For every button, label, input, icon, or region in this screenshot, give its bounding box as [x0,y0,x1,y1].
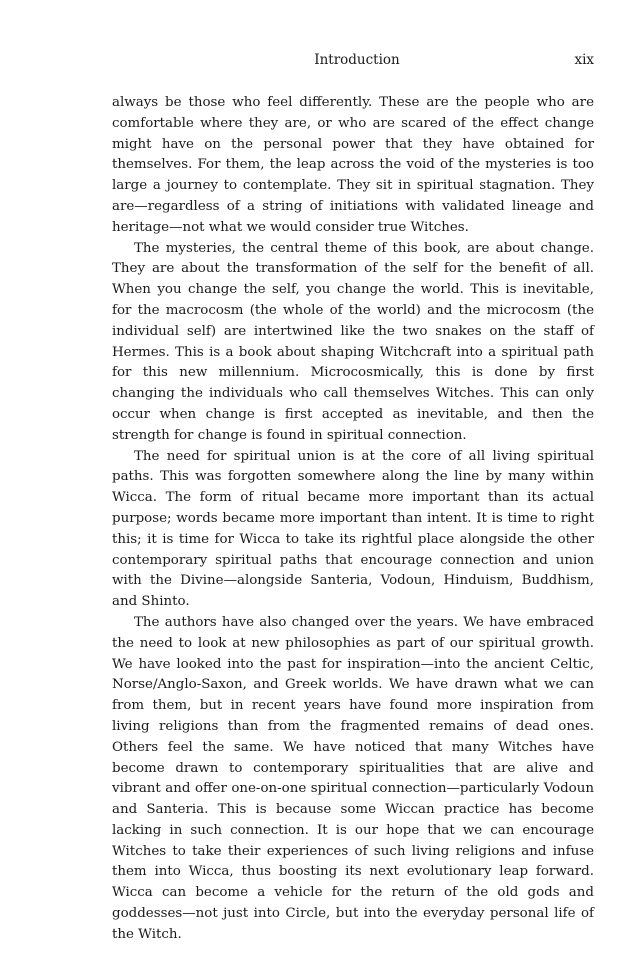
paragraph: The authors have also changed over the years. We have embraced the need to look at new philosophies as part of our spiritual growth. We have looked into the past for inspiration—into the ancient Celtic, Norse/Anglo-Saxon, and Greek worlds. We have drawn what we can from them, but in recent years have found more inspiration from living religions than from the fragmented remains of dead ones. Others feel the same. We have noticed that many Witches have become drawn to contemporary spiritualities that are alive and vibrant and offer one-on-one spiritual connection—particularly Vodoun and Santeria. This is because some Wiccan practice has become lacking in such connection. It is our hope that we can encourage Witches to take their experiences of such living religions and infuse them into Wicca, thus boosting its next evolutionary leap forward. Wicca can become a vehicle for the return of the old gods and goddesses—not just into Circle, but into the everyday personal life of the Witch. [112,614,594,942]
page-number: xix [574,52,594,68]
body-text [112,93,594,946]
running-head [112,52,594,72]
paragraph: The mysteries, the central theme of this book, are about change. They are about the transformation of the self for the benefit of all. When you change the self, you change the world. This is inevitable, for the macrocosm (the whole of the world) and the microcosm (the individual self) are intertwined like the two snakes on the staff of Hermes. This is a book about shaping Witchcraft into a spiritual path for this new millennium. Microcosmically, this is done by first changing the individuals who call themselves Witches. This can only occur when change is first accepted as inevitable, and then the strength for change is found in spiritual connection. [112,240,594,443]
paragraph: The need for spiritual union is at the core of all living spiritual paths. This was forgotten somewhere along the line by many within Wicca. The form of ritual became more important than its actual purpose; words became more important than intent. It is time to right this; it is time for Wicca to take its rightful place alongside the other contemporary spiritual paths that encourage connection and union with the Divine—alongside Santeria, Vodoun, Hinduism, Buddhism, and Shinto. [112,448,594,610]
chapter-title: Introduction [314,52,400,68]
paragraph-continued: always be those who feel differently. These are the people who are comfortable where they are, or who are scared of the effect change might have on the personal power that they have obtained for themselves. For them, the leap across the void of the mysteries is too large a journey to contemplate. They sit in spiritual stagnation. They are—regardless of a string of initiations with validated lineage and heritage—not what we would consider true Witches. [112,95,594,235]
